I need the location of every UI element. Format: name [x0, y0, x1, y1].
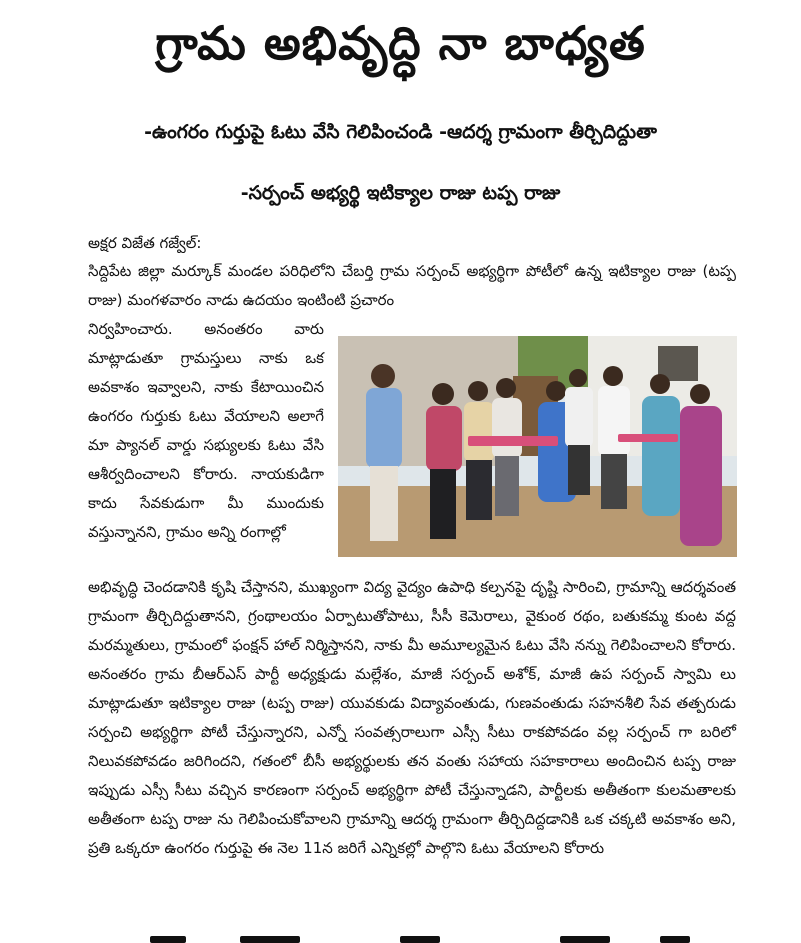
- subheading-slogans: -ఉంగరం గుర్తుపై ఓటు వేసి గెలిపించండి -ఆదర్శ గ్రామంగా తీర్చిదిద్దుతా: [144, 121, 657, 143]
- campaign-photo: [338, 336, 737, 557]
- article-paragraph-bottom: అభివృద్ధి చెందడానికి కృషి చేస్తానని, ముఖ్యంగా విద్య వైద్యం ఉపాధి కల్పనపై దృష్టి సారించి, గ్రామాన్ని ఆదర్శవంత గ్రామంగా తీర్చిదిద్దుతానని, గ్రంథాలయం ఏర్పాటుతోపాటు, సీసీ కెమెరాలు, వైకుంఠ రథం, బతుకమ్మ కుంట వద్ద మరమ్మతులు, గ్రామంలో ఫంక్షన్ హాల్ నిర్మిస్తానని, నాకు మీ అమూల్యమైన ఓటు వేసి నన్ను గెలిపించాలని కోరారు. అనంతరం గ్రామ బీఆర్ఎస్ పార్టీ అధ్యక్షుడు మల్లేశం, మాజీ సర్పంచ్ అశోక్, మాజీ ఉప సర్పంచ్ స్వామి లు మాట్లాడుతూ ఇటిక్యాల రాజు (టప్ప రాజు) యువకుడు విద్యావంతుడు, గుణవంతుడు సహనశీలి సేవ తత్పరుడు సర్పంచి అభ్యర్థిగా పోటీ చేస్తున్నారని, ఎన్నో సంవత్సరాలుగా ఎస్సీ సీటు రాకపోవడం వల్ల సర్పంచ్ గా బరిలో నిలువకపోవడం జరిగిందని, గతంలో బీసీ అభ్యర్థులకు తన వంతు సహాయ సహకారాలు అందించిన టప్ప రాజు ఇప్పుడు ఎస్సీ సీటు వచ్చిన కారణంగా సర్పంచ్ అభ్యర్థిగా పోటీ చేస్తున్నాడని, పార్టీలకు అతీతంగా కులమతాలకు అతీతంగా టప్ప రాజు ను గెలిపించుకోవాలని గ్రామాన్ని ఆదర్శ గ్రామంగా తీర్చిదిద్దడానికి ఒక చక్కటి అవకాశం అని, ప్రతి ఒక్కరూ ఉంగరం గుర్తుపై ఈ నెల 11న జరిగే ఎన్నికల్లో పాల్గొని ఓటు వేయాలని కోరారు: [88, 578, 736, 857]
- next-article-cutoff: [0, 932, 801, 943]
- byline: అక్షర విజేత గజ్వేల్:: [88, 234, 202, 252]
- subheading-candidate: -సర్పంచ్ అభ్యర్థి ఇటిక్యాల రాజు టప్ప రాజు: [240, 182, 561, 204]
- article-paragraph-left-column: నిర్వహించారు. అనంతరం వారు మాట్లాడుతూ గ్రామస్తులు నాకు ఒక అవకాశం ఇవ్వాలని, నాకు కేటాయించిన ఉంగరం గుర్తుకు ఓటు వేయాలని అలాగే మా ప్యానల్ వార్డు సభ్యులకు ఓటు వేసి ఆశీర్వదించాలని కోరారు. నాయకుడిగా కాదు సేవకుడుగా మీ ముందుకు వస్తున్నానని, గ్రామం అన్ని రంగాల్లో: [88, 320, 324, 541]
- headline: గ్రామ అభివృద్ధి నా బాధ్యత: [155, 16, 646, 70]
- article-paragraph-top: సిద్దిపేట జిల్లా మర్కూక్ మండల పరిధిలోని చేబర్తి గ్రామ సర్పంచ్ అభ్యర్థిగా పోటీలో ఉన్న ఇటిక్యాల రాజు (టప్ప రాజు) మంగళవారం నాడు ఉదయం ఇంటింటి ప్రచారం: [88, 262, 736, 309]
- campaign-photo-illustration: [338, 336, 737, 557]
